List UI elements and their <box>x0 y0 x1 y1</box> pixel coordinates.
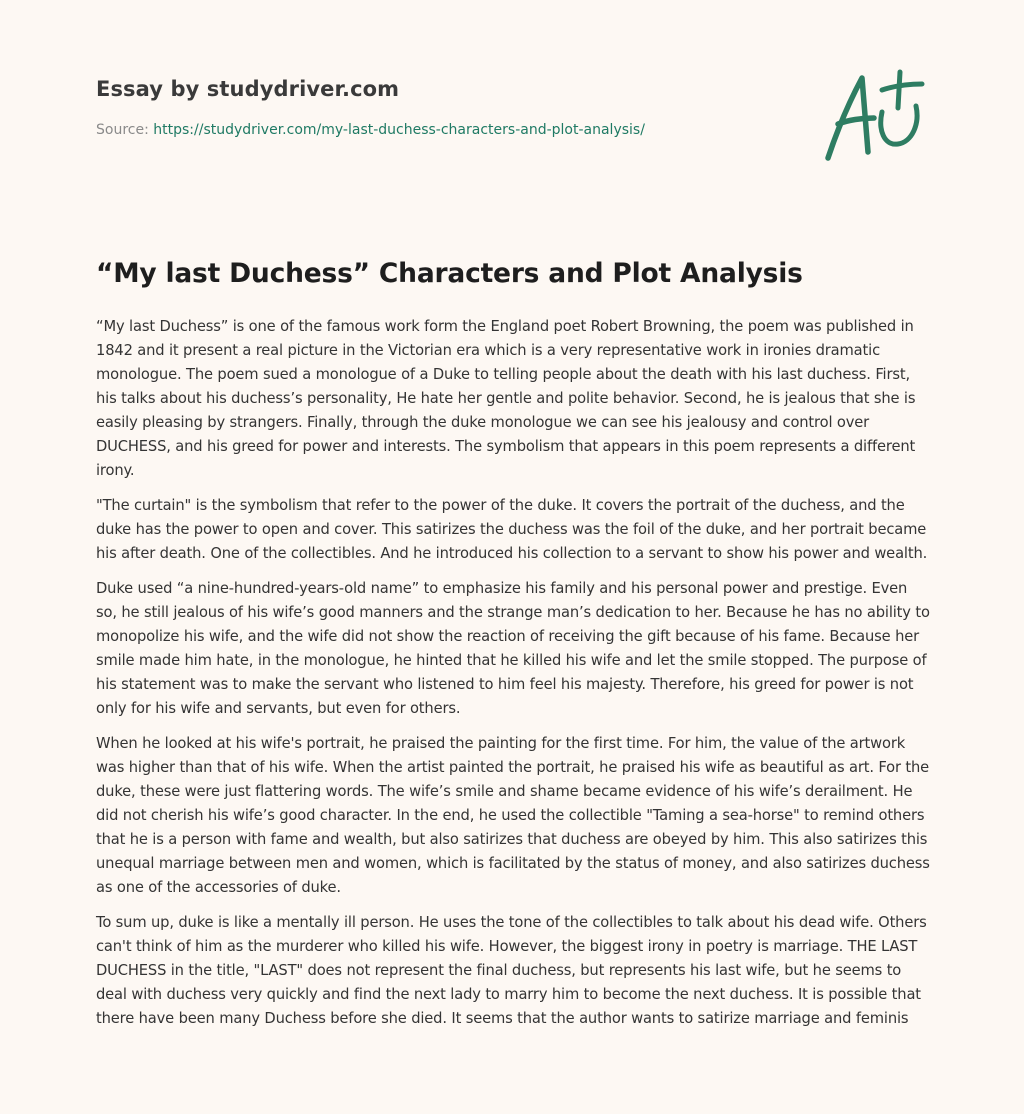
essay-paragraph: To sum up, duke is like a mentally ill person. He uses the tone of the collectibles to talk about his dead wife. Others can't think of him as the murderer who killed his wife. However, the biggest irony in poetry is marriage. THE LAST DUCHESS in the title, "LAST" does not represent the final duchess, but represents his last wife, but he seems to deal with duchess very quickly and find the next lady to marry him to become the next duchess. It is possible that there have been many Duchess before she died. It seems that the author wants to satirize marriage and feminis <box>96 914 927 1027</box>
essay-paragraph: When he looked at his wife's portrait, he praised the painting for the first time. For him, the value of the artwork was higher than that of his wife. When the artist painted the portrait, he praised his wife as beautiful as art. For the duke, these were just flattering words. The wife’s smile and shame became evidence of his wife’s derailment. He did not cherish his wife’s good character. In the end, he used the collectible "Taming a sea-horse" to remind others that he is a person with fame and wealth, but also satirizes that duchess are obeyed by him. This also satirizes this unequal marriage between men and women, which is facilitated by the status of money, and also satirizes duchess as one of the accessories of duke. <box>96 735 930 896</box>
essay-paragraph: "The curtain" is the symbolism that refer to the power of the duke. It covers the portrait of the duchess, and the duke has the power to open and cover. This satirizes the duchess was the foil of the duke, and her portrait became his after death. One of the collectibles. And he introduced his collection to a servant to show his power and wealth. <box>96 497 928 562</box>
a-plus-logo-icon <box>818 64 930 168</box>
source-line <box>96 120 736 140</box>
site-title: Essay by studydriver.com <box>96 77 400 101</box>
essay-paragraph: “My last Duchess” is one of the famous work form the England poet Robert Browning, the poem was published in 1842 and it present a real picture in the Victorian era which is a very representative work in ironies dramatic monologue. The poem sued a monologue of a Duke to telling people about the death with his last duchess. First, his talks about his duchess’s personality, He hate her gentle and polite behavior. Second, he is jealous that she is easily pleasing by strangers. Finally, through the duke monologue we can see his jealousy and control over DUCHESS, and his greed for power and interests. The symbolism that appears in this poem represents a different irony. <box>96 318 916 479</box>
essay-paragraph: Duke used “a nine-hundred-years-old name” to emphasize his family and his personal power and prestige. Even so, he still jealous of his wife’s good manners and the strange man’s dedication to her. Because he has no ability to monopolize his wife, and the wife did not show the reaction of receiving the gift because of his fame. Because her smile made him hate, in the monologue, he hinted that he killed his wife and let the smile stopped. The purpose of his statement was to make the servant who listened to him feel his majesty. Therefore, his greed for power is not only for his wife and servants, but even for others. <box>96 580 930 717</box>
essay-title: “My last Duchess” Characters and Plot Analysis <box>96 258 803 289</box>
source-label: Source: <box>96 122 154 138</box>
page-header <box>96 72 736 140</box>
essay-body <box>96 315 932 1042</box>
source-link[interactable]: https://studydriver.com/my-last-duchess-characters-and-plot-analysis/ <box>153 122 645 138</box>
